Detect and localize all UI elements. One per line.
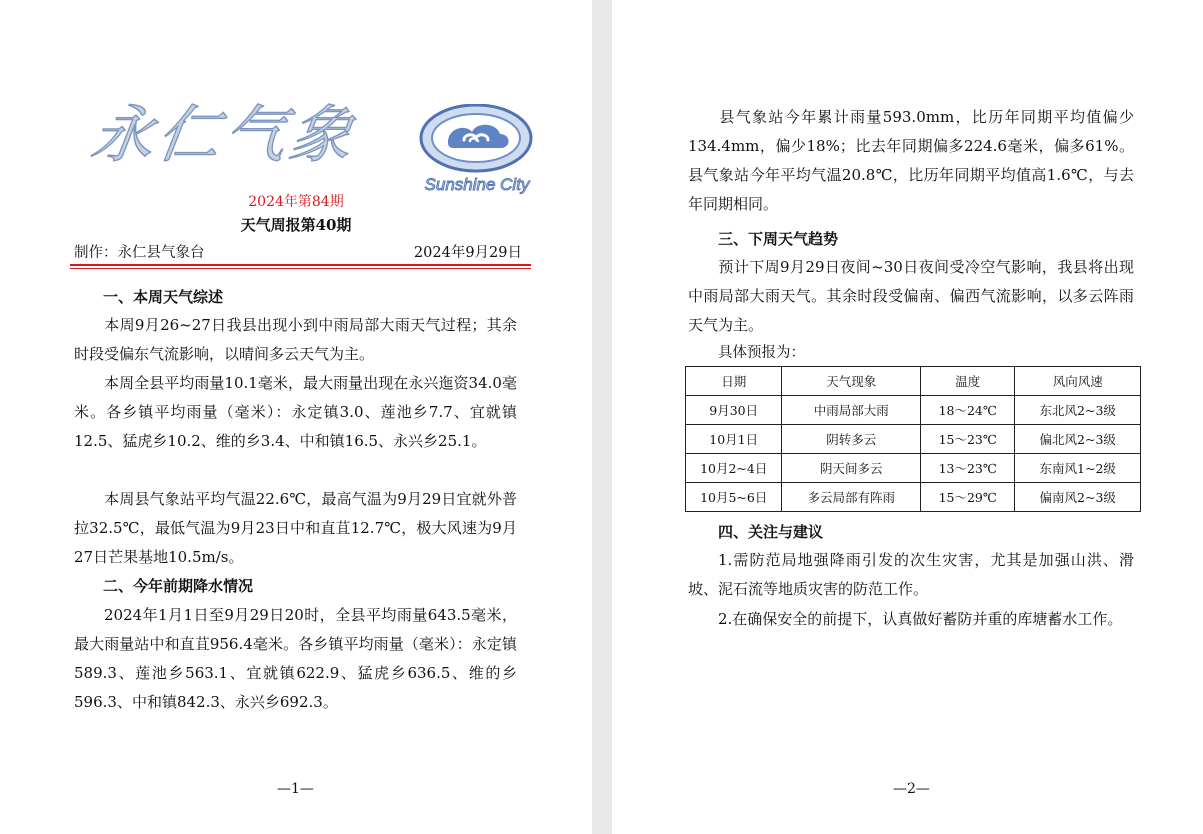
maker-label: 制作：永仁县气象台 [74, 245, 205, 261]
column-header: 天气现象 [782, 367, 921, 396]
table-cell: 18～24℃ [921, 396, 1015, 425]
table-row [686, 454, 1141, 483]
advice-paragraph-2: 2.在确保安全的前提下，认真做好蓄防并重的库塘蓄水工作。 [718, 610, 1123, 628]
maker-row [74, 243, 522, 263]
table-cell: 东南风1~2级 [1015, 454, 1141, 483]
report-date: 2024年9月29日 [413, 245, 522, 261]
table-cell: 阴天间多云 [782, 454, 921, 483]
table-cell: 13～23℃ [921, 454, 1015, 483]
section1-heading: 一、本周天气综述 [103, 288, 224, 306]
section1-paragraph-3: 本周县气象站平均气温22.6℃，最高气温为9月29日宜就外普拉32.5℃，最低气温为9月23日中和直苴12.7℃，极大风速为9月27日芒果基地10.5m/s。 [74, 490, 517, 566]
red-divider-thin [70, 268, 531, 269]
table-cell: 阴转多云 [782, 425, 921, 454]
document-page-1 [0, 0, 592, 834]
column-header: 温度 [921, 367, 1015, 396]
table-cell: 10月1日 [686, 425, 782, 454]
section3-paragraph: 预计下周9月29日夜间~30日夜间受冷空气影响，我县将出现中雨局部大雨天气。其余时段受偏南、偏西气流影响，以多云阵雨天气为主。 [688, 258, 1134, 334]
table-cell: 9月30日 [686, 396, 782, 425]
forecast-table [685, 366, 1141, 512]
forecast-label: 具体预报为： [718, 345, 805, 361]
page-number-1: —1— [277, 781, 314, 797]
table-row [686, 483, 1141, 512]
table-cell: 偏北风2~3级 [1015, 425, 1141, 454]
section1-paragraph-2: 本周全县平均雨量10.1毫米，最大雨量出现在永兴迤资34.0毫米。各乡镇平均雨量（毫米）：永定镇3.0、莲池乡7.7、宜就镇12.5、猛虎乡10.2、维的乡3.4、中和镇16.5、永兴乡25.1。 [74, 374, 517, 450]
section1-paragraph-1: 本周9月26~27日我县出现小到中雨局部大雨天气过程；其余时段受偏东气流影响，以晴间多云天气为主。 [74, 316, 517, 363]
issue-number: 2024年第84期 [248, 194, 344, 210]
table-cell: 10月5~6日 [686, 483, 782, 512]
table-cell: 偏南风2~3级 [1015, 483, 1141, 512]
table-cell: 多云局部有阵雨 [782, 483, 921, 512]
table-row [686, 396, 1141, 425]
section4-heading: 四、关注与建议 [718, 523, 824, 541]
table-cell: 15～23℃ [921, 425, 1015, 454]
logo-brand: Sunshine City [424, 175, 530, 194]
cloud-logo-icon [418, 104, 536, 200]
table-row [686, 425, 1141, 454]
table-cell: 15～29℃ [921, 483, 1015, 512]
section2-heading: 二、今年前期降水情况 [103, 577, 254, 595]
table-cell: 东北风2~3级 [1015, 396, 1141, 425]
table-header-row [686, 367, 1141, 396]
column-header: 日期 [686, 367, 782, 396]
page-number-2: —2— [893, 781, 930, 797]
advice-paragraph-1: 1.需防范局地强降雨引发的次生灾害，尤其是加强山洪、滑坡、泥石流等地质灾害的防范工作。 [688, 551, 1134, 598]
document-page-2 [612, 0, 1203, 834]
report-title: 天气周报第40期 [240, 216, 352, 234]
table-cell: 10月2~4日 [686, 454, 782, 483]
section3-heading: 三、下周天气趋势 [718, 230, 839, 248]
column-header: 风向风速 [1015, 367, 1141, 396]
section2-paragraph: 2024年1月1日至9月29日20时，全县平均雨量643.5毫米，最大雨量站中和直苴956.4毫米。各乡镇平均雨量（毫米）：永定镇589.3、莲池乡563.1、宜就镇622.9、猛虎乡636.5、维的乡596.3、中和镇842.3、永兴乡692.3。 [74, 606, 517, 711]
red-divider [70, 264, 531, 266]
table-cell: 中雨局部大雨 [782, 396, 921, 425]
rainfall-summary-paragraph: 县气象站今年累计雨量593.0mm，比历年同期平均值偏少134.4mm，偏少18%；比去年同期偏多224.6毫米，偏多61%。县气象站今年平均气温20.8℃，比历年同期平均值高1.6℃，与去年同期相同。 [688, 108, 1134, 213]
logo-title: 永仁气象 [86, 98, 362, 171]
